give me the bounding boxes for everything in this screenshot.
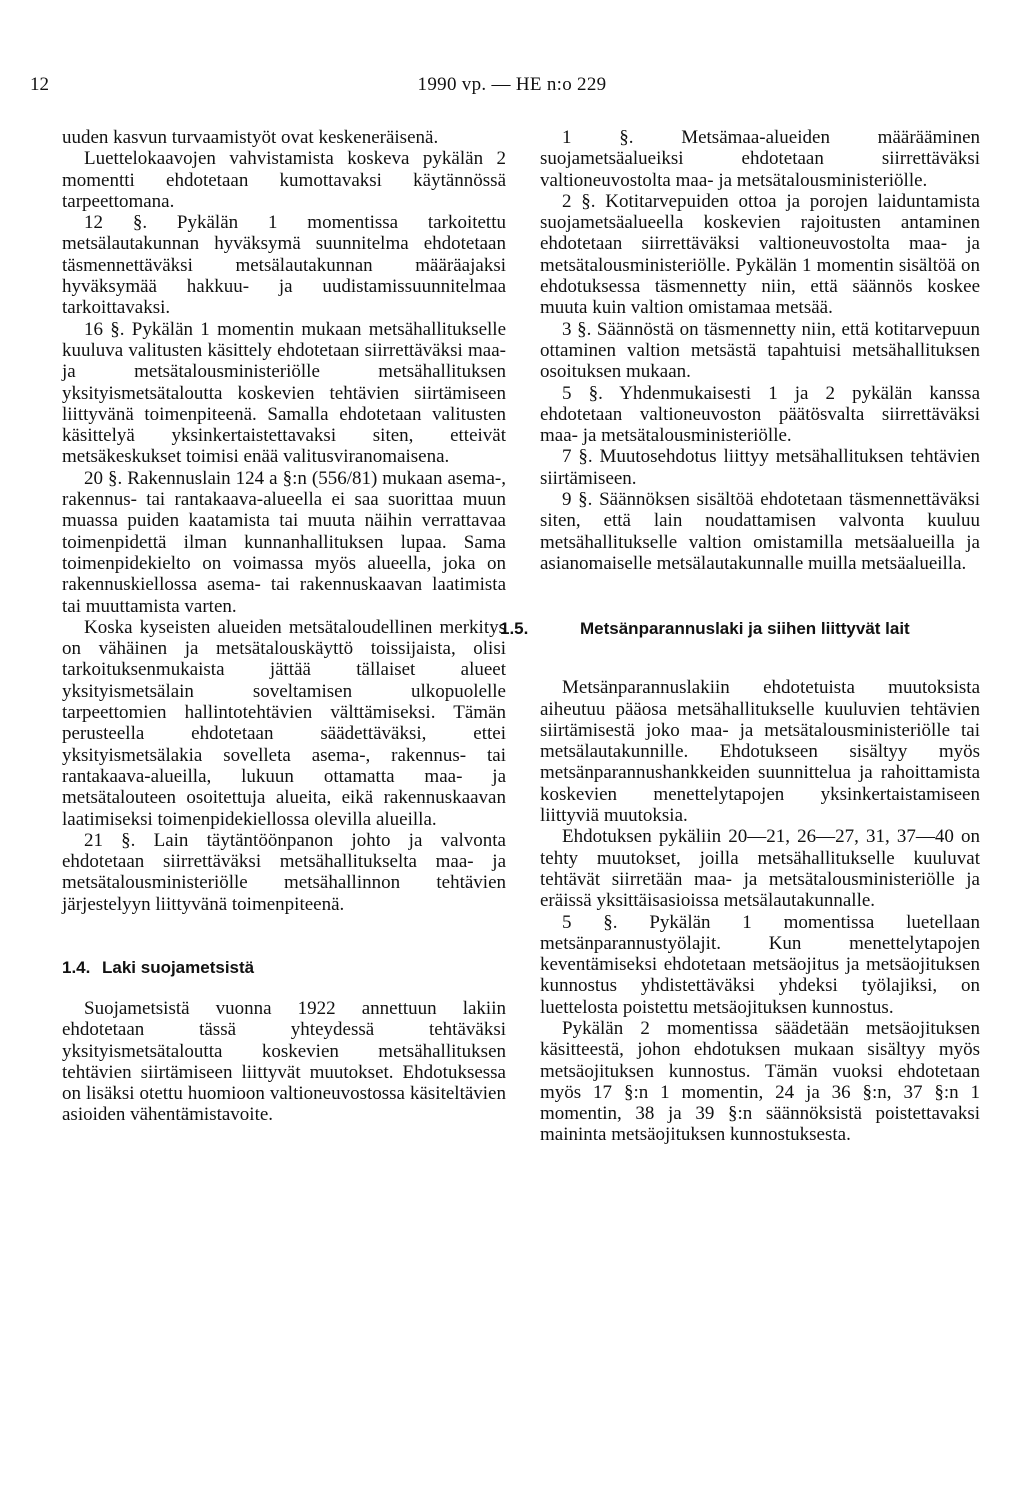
section-title: Laki suojametsistä bbox=[102, 957, 255, 977]
paragraph: Luettelokaavojen vahvistamista koskeva pykälän 2 momentti ehdotetaan kumottavaksi käytännössä tarpeettomana. bbox=[62, 148, 506, 212]
paragraph: 16 §. Pykälän 1 momentin mukaan metsähallitukselle kuuluva valitusten käsittely ehdotetaan siirrettäväksi maa- ja metsätalousministeriölle metsähallituksen yksityismetsätaloutta koskevien tehtävien siirtämiseen liittyvänä toimenpiteenä. Samalla ehdotetaan valitusten käsittelyä yksinkertaistettavaksi siten, etteivät metsäkeskukset toimisi enää valitusviranomaisena. bbox=[62, 318, 506, 468]
page-number: 12 bbox=[30, 74, 49, 95]
paragraph: 7 §. Muutosehdotus liittyy metsähallituksen tehtävien siirtämiseen. bbox=[540, 446, 980, 489]
section-heading-1-4 bbox=[62, 957, 506, 978]
paragraph: uuden kasvun turvaamistyöt ovat keskeneräisenä. bbox=[62, 127, 439, 148]
page-header bbox=[30, 74, 994, 104]
paragraph: 3 §. Säännöstä on täsmennetty niin, että kotitarvepuun ottaminen valtion metsästä tapahtuisi metsähallituksen osoituksen mukaan. bbox=[540, 318, 980, 383]
left-column bbox=[62, 127, 506, 1126]
section-heading-1-5 bbox=[500, 618, 980, 639]
paragraph: 12 §. Pykälän 1 momentissa tarkoitettu metsälautakunnan hyväksymä suunnitelma ehdotetaan täsmennettäväksi metsälautakunnan määräajaksi hyväksymää hakkuu- ja uudistamissuunnitelmaa tarkoittavaksi. bbox=[62, 212, 506, 319]
section-title: Metsänparannuslaki ja siihen liittyvät lait bbox=[580, 619, 910, 639]
paragraph: Suojametsistä vuonna 1922 annettuun lakiin ehdotetaan tässä yhteydessä tehtäväksi yksityismetsätaloutta koskevien metsähallituksen tehtävien siirtämiseen liittyvät muutokset. Ehdotuksessa on lisäksi otettu huomioon valtioneuvostossa käsiteltävien asioiden vähentämistavoite. bbox=[62, 997, 506, 1126]
paragraph: Pykälän 2 momentissa säädetään metsäojituksen käsitteestä, johon ehdotuksen mukaan sisältyy myös metsäojituksen kunnostus. Tämän vuoksi ehdotetaan myös 17 §:n 1 momentin, 24 ja 36 §:n, 37 §:n 1 momentin, 38 ja 39 §:n säännöksistä poistettavaksi maininta metsäojituksen kunnostuksesta. bbox=[540, 1017, 980, 1146]
paragraph: 5 §. Yhdenmukaisesti 1 ja 2 pykälän kanssa ehdotetaan valtioneuvoston päätösvalta siirrettäväksi maa- ja metsätalousministeriölle. bbox=[540, 382, 980, 447]
paragraph: Ehdotuksen pykäliin 20—21, 26—27, 31, 37—40 on tehty muutokset, joilla metsähallitukselle kuuluvat tehtävät siirretään maa- ja metsätalousministeriölle ja eräissä yksittäisasioissa metsälautakunnalle. bbox=[540, 826, 980, 912]
section-number: 1.5. bbox=[500, 619, 529, 639]
paragraph: Koska kyseisten alueiden metsätaloudellinen merkitys on vähäinen ja metsätalouskäyttö toissijaista, olisi tarkoituksenmukaista jättää tällaiset alueet yksityismetsälain soveltamisen ulkopuolelle tarpeettomien hallintotehtävien välttämiseksi. Tämän perusteella ehdotetaan säädettäväksi, ettei yksityismetsälakia sovelleta asema-, rakennus- tai rantakaava-alueilla, lukuun ottamatta maa- ja metsätalouteen osoitettuja alueita, eikä rakennuskaavan laatimiseksi toimenpidekiellossa olevilla alueilla. bbox=[62, 616, 506, 830]
section-number: 1.4. bbox=[62, 957, 91, 977]
paragraph: 5 §. Pykälän 1 momentissa luetellaan metsänparannustyölajit. Kun menettelytapojen keventämiseksi ehdotetaan metsäojitus ja metsäojituksen kunnostus yhdistettäväksi yhdeksi työlajiksi, on luettelosta poistettu metsäojituksen kunnostus. bbox=[540, 911, 980, 1018]
paragraph: 1 §. Metsämaa-alueiden määrääminen suojametsäalueiksi ehdotetaan siirrettäväksi valtioneuvostolta maa- ja metsätalousministeriölle. bbox=[540, 127, 980, 191]
paragraph: 9 §. Säännöksen sisältöä ehdotetaan täsmennettäväksi siten, että lain noudattamisen valvonta kuuluu metsähallitukselle valtion omistamilla metsäalueilla ja asianomaiselle metsälautakunnalle muilla metsäalueilla. bbox=[540, 489, 980, 574]
running-head: 1990 vp. — HE n:o 229 bbox=[417, 74, 607, 95]
right-column bbox=[500, 127, 980, 1146]
paragraph: 2 §. Kotitarvepuiden ottoa ja porojen laiduntamista suojametsäalueella koskevien rajoitusten antaminen ehdotetaan siirrettäväksi valtioneuvostolta maa- ja metsätalousministeriölle. Pykälän 1 momentin sisältöä on ehdotuksessa täsmennetty niin, että säännös koskee muuta kuin valtion omistamaa metsää. bbox=[540, 190, 980, 319]
paragraph: 20 §. Rakennuslain 124 a §:n (556/81) mukaan asema-, rakennus- tai rantakaava-alueella ei saa suorittaa muun muassa puiden kaatamista tai muuta näihin verrattavaa toimenpidettä ilman kunnanhallituksen lupaa. Sama toimenpidekielto on voimassa myös alueella, joka on rakennuskiellossa asema- tai rakennuskaavan laatimista tai muuttamista varten. bbox=[62, 467, 506, 617]
paragraph: 21 §. Lain täytäntöönpanon johto ja valvonta ehdotetaan siirrettäväksi metsähallitukselta maa- ja metsätalousministeriölle metsähallinnon tehtävien järjestelyyn liittyvänä toimenpiteenä. bbox=[62, 829, 506, 915]
paragraph: Metsänparannuslakiin ehdotetuista muutoksista aiheutuu pääosa metsähallitukselle kuuluvien tehtävien siirtämisestä joko maa- ja metsätalousministeriölle tai metsälautakunnille. Ehdotukseen sisältyy myös metsänparannushankkeiden suunnittelua ja rahoittamista koskevien menettelytapojen yksinkertaistamiseen liittyviä muutoksia. bbox=[540, 677, 980, 827]
